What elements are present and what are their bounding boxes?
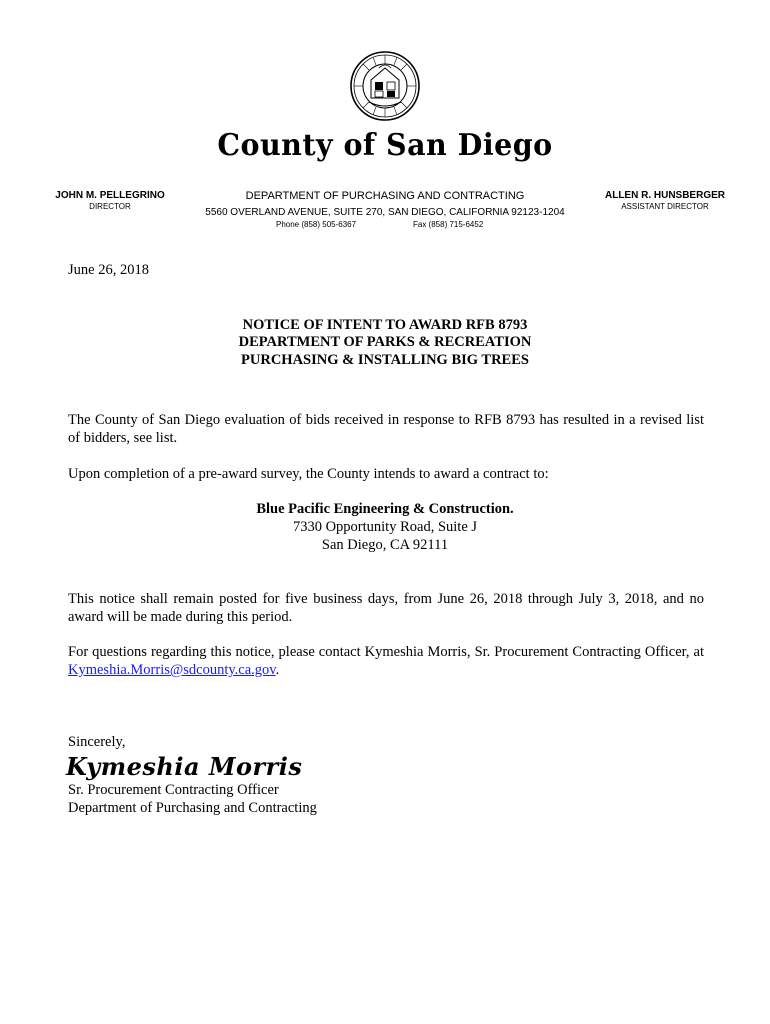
county-name-title: County of San Diego [217, 128, 553, 163]
contact-paragraph-text: For questions regarding this notice, please contact Kymeshia Morris, Sr. Procurement Contracting Officer, at [68, 644, 704, 660]
department-name: DEPARTMENT OF PURCHASING AND CONTRACTING [245, 190, 525, 202]
department-address: 5560 OVERLAND AVENUE, SUITE 270, SAN DIEGO, CALIFORNIA 92123-1204 [205, 207, 565, 218]
notice-heading-line-3: PURCHASING & INSTALLING BIG TREES [241, 352, 529, 368]
letter-date: June 26, 2018 [68, 262, 149, 278]
notice-heading-line-1: NOTICE OF INTENT TO AWARD RFB 8793 [242, 317, 528, 333]
director-name: JOHN M. PELLEGRINO [55, 190, 165, 201]
contact-paragraph [68, 643, 704, 679]
posting-period-paragraph: This notice shall remain posted for five business days, from June 26, 2018 through July 3, 2018, and no award will be made during this period. [68, 591, 704, 625]
awardee-city: San Diego, CA 92111 [321, 537, 449, 553]
assistant-director-name: ALLEN R. HUNSBERGER [604, 190, 725, 201]
handwritten-signature: Kymeshia Morris [66, 752, 303, 781]
director-title: DIRECTOR [89, 202, 131, 211]
department-phone: Phone (858) 505-6367 [276, 220, 357, 229]
contact-paragraph-end: . [275, 662, 280, 678]
awardee-name: Blue Pacific Engineering & Construction. [256, 501, 514, 517]
awardee-street: 7330 Opportunity Road, Suite J [292, 519, 478, 535]
signer-department: Department of Purchasing and Contracting [68, 800, 317, 816]
assistant-director-title: ASSISTANT DIRECTOR [621, 202, 709, 211]
notice-heading-line-2: DEPARTMENT OF PARKS & RECREATION [238, 334, 532, 350]
closing-salutation: Sincerely, [68, 734, 126, 750]
department-fax: Fax (858) 715-6452 [413, 220, 484, 229]
signer-title: Sr. Procurement Contracting Officer [68, 782, 279, 798]
contact-email-link[interactable]: Kymeshia.Morris@sdcounty.ca.gov [68, 662, 276, 678]
evaluation-paragraph: The County of San Diego evaluation of bids received in response to RFB 8793 has resulted in a revised list of bidders, see list. [68, 412, 704, 446]
intent-paragraph: Upon completion of a pre-award survey, the County intends to award a contract to: [68, 466, 549, 482]
county-seal-icon [349, 50, 421, 122]
